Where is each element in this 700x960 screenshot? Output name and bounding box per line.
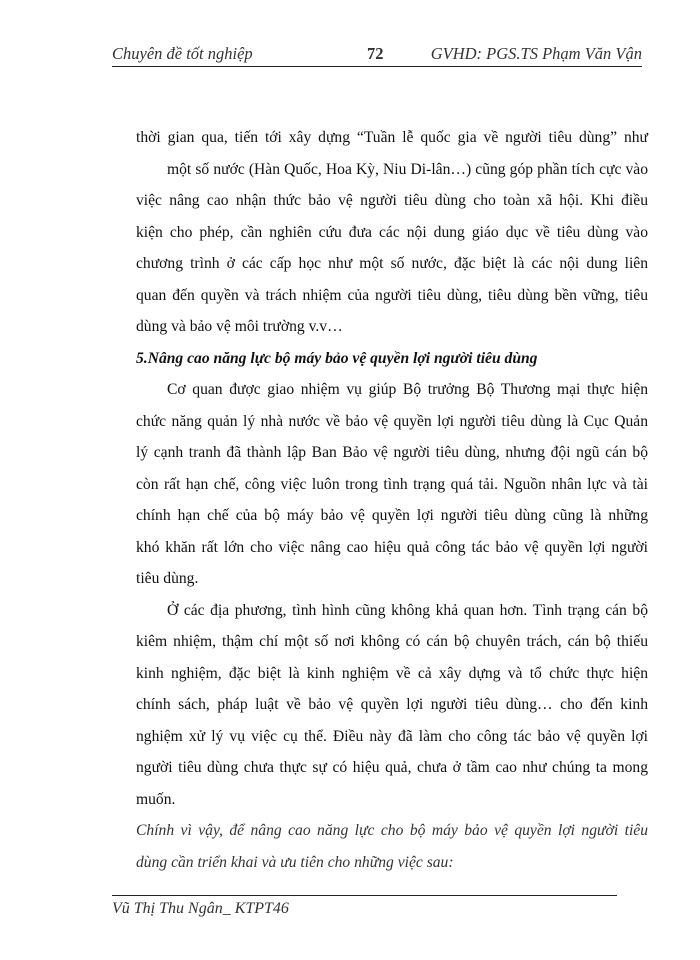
section-heading: 5.Nâng cao năng lực bộ máy bảo vệ quyền lợi người tiêu dùng: [136, 349, 538, 367]
paragraph-4: [136, 815, 648, 878]
text-line: việc nâng cao nhận thức bảo vệ người tiêu dùng cho toàn xã hội. Khi điều: [136, 192, 648, 209]
text-line: chương trình ở các cấp học như một số nước, đặc biệt là các nội dung liên: [136, 255, 648, 272]
text-line: Chính vì vậy, để nâng cao năng lực cho bộ máy bảo vệ quyền lợi người tiêu: [136, 822, 648, 839]
page-number: 72: [367, 44, 384, 63]
document-title: Chuyên đề tốt nghiệp: [112, 44, 253, 63]
text-line: kiêm nhiệm, thậm chí một số nơi không có cán bộ chuyên trách, cán bộ thiếu: [136, 633, 648, 650]
text-line: khó khăn rất lớn cho việc nâng cao hiệu quả công tác bảo vệ quyền lợi người: [136, 538, 648, 556]
text-line: còn rất hạn chế, công việc luôn trong tình trạng quá tải. Nguồn nhân lực và tài: [136, 475, 648, 493]
page-header: [112, 42, 642, 67]
paragraph-2: [136, 374, 648, 595]
text-line: dùng cần triển khai và ưu tiên cho những việc sau:: [136, 853, 454, 871]
text-line: Cơ quan được giao nhiệm vụ giúp Bộ trưởng Bộ Thương mại thực hiện: [167, 381, 648, 398]
text-line: người tiêu dùng chưa thực sự có hiệu quả, chưa ở tầm cao như chúng ta mong: [136, 759, 648, 776]
supervisor-label: GVHD: PGS.TS Phạm Văn Vận: [430, 44, 642, 63]
text-line: Ở các địa phương, tình hình cũng không khả quan hơn. Tình trạng cán bộ: [167, 601, 648, 619]
text-line: kiện cho phép, cần nghiên cứu đưa các nội dung giáo dục về tiêu dùng vào: [136, 223, 648, 241]
text-line: một số nước (Hàn Quốc, Hoa Kỳ, Niu Di-lân…) cũng góp phần tích cực vào: [167, 160, 648, 178]
paragraph-1: [136, 122, 648, 343]
author-name: Vũ Thị Thu Ngân_ KTPT46: [112, 900, 289, 917]
text-line: chính hạn chế của bộ máy bảo vệ quyền lợi người tiêu dùng cũng là những: [136, 507, 648, 524]
text-line: chức năng quản lý nhà nước về bảo vệ quyền lợi người tiêu dùng là Cục Quản: [136, 412, 648, 430]
page-body: [136, 122, 648, 878]
text-line: lý cạnh tranh đã thành lập Ban Bảo vệ người tiêu dùng, nhưng đội ngũ cán bộ: [136, 444, 648, 461]
text-line: chính sách, pháp luật về bảo vệ quyền lợi người tiêu dùng… cho đến kinh: [136, 696, 648, 713]
text-line: muốn.: [136, 790, 176, 808]
paragraph-3: [136, 595, 648, 816]
text-line: quan đến quyền và trách nhiệm của người tiêu dùng, tiêu dùng bền vững, tiêu: [136, 286, 648, 304]
text-line: kinh nghiệm, đặc biệt là kinh nghiệm về cả xây dựng và tổ chức thực hiện: [136, 664, 648, 682]
page-footer: [112, 895, 617, 918]
text-line: tiêu dùng.: [136, 570, 199, 587]
text-line: nghiệm xử lý vụ việc cụ thể. Điều này đã làm cho công tác bảo vệ quyền lợi: [136, 727, 648, 745]
text-line: thời gian qua, tiến tới xây dựng “Tuần lễ quốc gia về người tiêu dùng” như: [136, 129, 648, 146]
text-line: dùng và bảo vệ môi trường v.v…: [136, 318, 343, 335]
